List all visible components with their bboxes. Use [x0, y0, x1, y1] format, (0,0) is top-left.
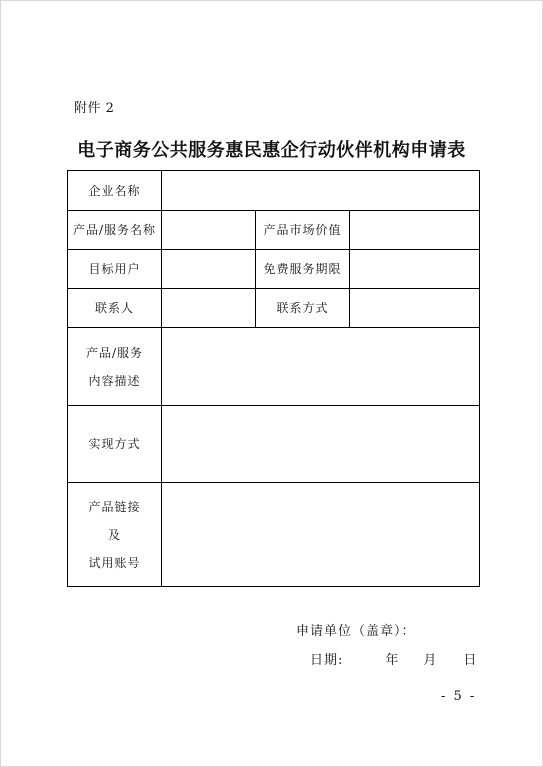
date-line [310, 649, 477, 668]
row-product-name [68, 211, 480, 250]
target-users-label: 目标用户 [68, 250, 162, 289]
description-label-line2: 内容描述 [88, 373, 141, 388]
row-contact [68, 289, 480, 328]
application-form-table [67, 170, 480, 587]
contact-method-label: 联系方式 [256, 289, 350, 328]
free-period-field[interactable] [350, 250, 480, 289]
description-label-line1: 产品/服务 [85, 345, 144, 360]
contact-person-field[interactable] [162, 289, 256, 328]
product-link-field[interactable] [162, 483, 480, 587]
month-label: 月 [423, 653, 438, 668]
market-value-label: 产品市场价值 [256, 211, 350, 250]
implementation-field[interactable] [162, 406, 480, 483]
free-period-label: 免费服务期限 [256, 250, 350, 289]
contact-method-field[interactable] [350, 289, 480, 328]
product-link-label-line1: 产品链接 [88, 499, 141, 514]
target-users-field[interactable] [162, 250, 256, 289]
product-name-label: 产品/服务名称 [68, 211, 162, 250]
product-link-label-line2: 及 [107, 527, 121, 542]
year-label: 年 [385, 653, 400, 668]
company-name-field[interactable] [162, 171, 480, 211]
company-name-label: 企业名称 [68, 171, 162, 211]
row-target-users [68, 250, 480, 289]
implementation-label: 实现方式 [68, 406, 162, 483]
description-field[interactable] [162, 328, 480, 406]
row-product-link [68, 483, 480, 587]
date-label: 日期: [310, 653, 344, 668]
attachment-label: 附件 2 [74, 101, 115, 116]
description-label [68, 328, 162, 406]
market-value-field[interactable] [350, 211, 480, 250]
page-number: - 5 - [441, 689, 477, 704]
row-company-name [68, 171, 480, 211]
day-label: 日 [463, 653, 478, 668]
page-title: 电子商务公共服务惠民惠企行动伙伴机构申请表 [77, 140, 466, 161]
product-name-field[interactable] [162, 211, 256, 250]
product-link-label [68, 483, 162, 587]
product-link-label-line3: 试用账号 [88, 555, 141, 570]
row-description [68, 328, 480, 406]
contact-person-label: 联系人 [68, 289, 162, 328]
applicant-unit-label: 申请单位（盖章）： [296, 624, 416, 639]
row-implementation [68, 406, 480, 483]
